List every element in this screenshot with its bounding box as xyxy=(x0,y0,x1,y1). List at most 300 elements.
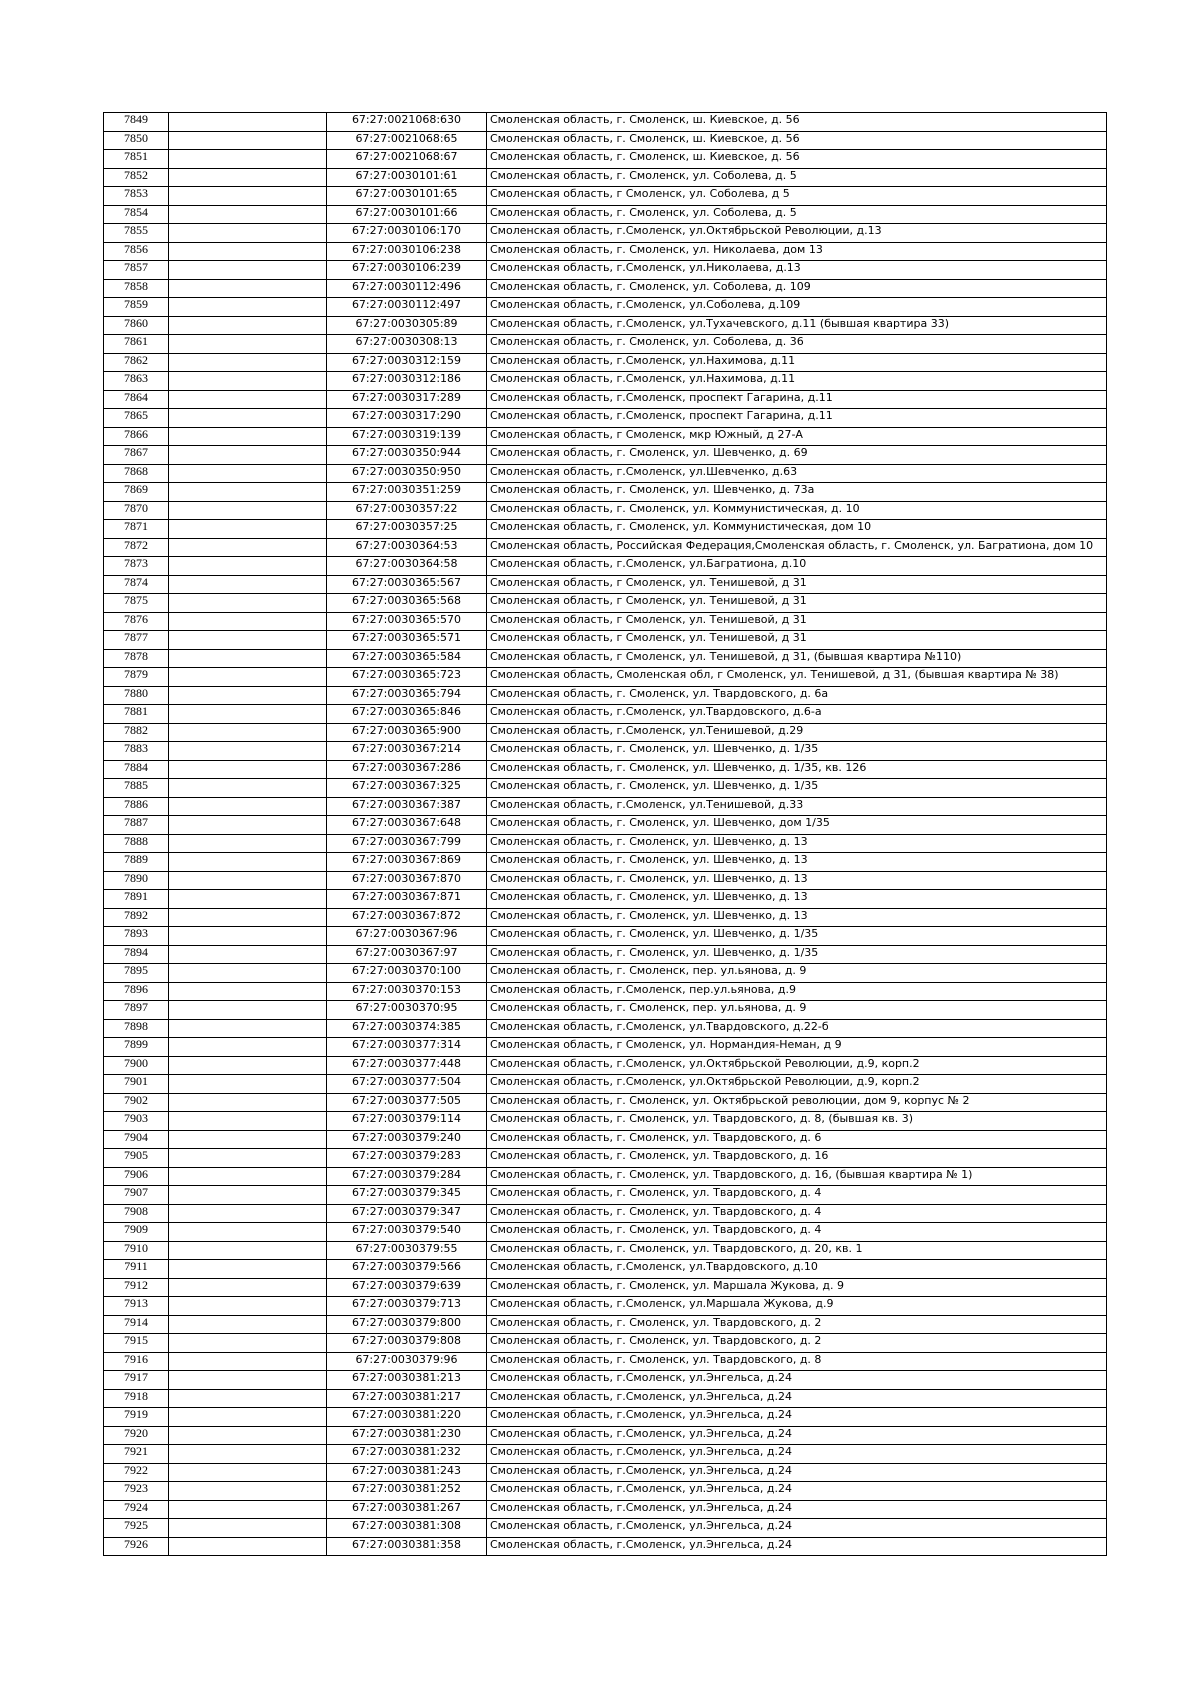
table-row xyxy=(104,945,1107,964)
table-row xyxy=(104,538,1107,557)
empty-cell xyxy=(169,964,327,983)
table-row xyxy=(104,446,1107,465)
empty-cell xyxy=(169,1167,327,1186)
table-row xyxy=(104,409,1107,428)
cadastral-number-cell: 67:27:0030381:243 xyxy=(327,1463,487,1482)
table-row xyxy=(104,1537,1107,1556)
address-cell: Смоленская область, г.Смоленск, ул.Энгельса, д.24 xyxy=(487,1519,1107,1538)
cadastral-number-cell: 67:27:0030381:220 xyxy=(327,1408,487,1427)
empty-cell xyxy=(169,298,327,317)
table-row xyxy=(104,242,1107,261)
row-number-cell: 7917 xyxy=(104,1371,169,1390)
address-cell: Смоленская область, г. Смоленск, ул. Соболева, д. 5 xyxy=(487,205,1107,224)
empty-cell xyxy=(169,853,327,872)
cadastral-number-cell: 67:27:0030381:213 xyxy=(327,1371,487,1390)
address-cell: Смоленская область, г. Смоленск, ул. Твардовского, д. 20, кв. 1 xyxy=(487,1241,1107,1260)
address-cell: Смоленская область, г Смоленск, ул. Тенишевой, д 31 xyxy=(487,575,1107,594)
cadastral-number-cell: 67:27:0030379:55 xyxy=(327,1241,487,1260)
empty-cell xyxy=(169,279,327,298)
address-cell: Смоленская область, г Смоленск, ул. Тенишевой, д 31 xyxy=(487,631,1107,650)
address-cell: Смоленская область, г.Смоленск, ул.Октябрьской Революции, д.9, корп.2 xyxy=(487,1056,1107,1075)
address-cell: Смоленская область, г. Смоленск, пер. ул.ьянова, д. 9 xyxy=(487,1001,1107,1020)
row-number-cell: 7914 xyxy=(104,1315,169,1334)
row-number-cell: 7923 xyxy=(104,1482,169,1501)
empty-cell xyxy=(169,261,327,280)
cadastral-number-cell: 67:27:0030112:497 xyxy=(327,298,487,317)
row-number-cell: 7892 xyxy=(104,908,169,927)
row-number-cell: 7857 xyxy=(104,261,169,280)
row-number-cell: 7883 xyxy=(104,742,169,761)
table-row xyxy=(104,1519,1107,1538)
row-number-cell: 7912 xyxy=(104,1278,169,1297)
cadastral-number-cell: 67:27:0030357:25 xyxy=(327,520,487,539)
row-number-cell: 7872 xyxy=(104,538,169,557)
cadastral-number-cell: 67:27:0030381:252 xyxy=(327,1482,487,1501)
row-number-cell: 7906 xyxy=(104,1167,169,1186)
cadastral-number-cell: 67:27:0030379:96 xyxy=(327,1352,487,1371)
row-number-cell: 7873 xyxy=(104,557,169,576)
empty-cell xyxy=(169,1093,327,1112)
table-row xyxy=(104,871,1107,890)
empty-cell xyxy=(169,1389,327,1408)
cadastral-number-cell: 67:27:0030379:284 xyxy=(327,1167,487,1186)
address-cell: Смоленская область, г.Смоленск, проспект Гагарина, д.11 xyxy=(487,409,1107,428)
table-row xyxy=(104,335,1107,354)
row-number-cell: 7866 xyxy=(104,427,169,446)
address-cell: Смоленская область, г Смоленск, ул. Тенишевой, д 31 xyxy=(487,612,1107,631)
table-row xyxy=(104,1130,1107,1149)
table-row xyxy=(104,316,1107,335)
table-row xyxy=(104,1426,1107,1445)
table-row xyxy=(104,816,1107,835)
cadastral-number-cell: 67:27:0021068:630 xyxy=(327,113,487,132)
address-cell: Смоленская область, г. Смоленск, ул. Твардовского, д. 6а xyxy=(487,686,1107,705)
cadastral-number-cell: 67:27:0030381:230 xyxy=(327,1426,487,1445)
cadastral-number-cell: 67:27:0030308:13 xyxy=(327,335,487,354)
address-cell: Смоленская область, г. Смоленск, ул. Шевченко, д. 13 xyxy=(487,871,1107,890)
cadastral-number-cell: 67:27:0021068:67 xyxy=(327,150,487,169)
empty-cell xyxy=(169,187,327,206)
address-cell: Смоленская область, г. Смоленск, ул. Твардовского, д. 8, (бывшая кв. 3) xyxy=(487,1112,1107,1131)
row-number-cell: 7871 xyxy=(104,520,169,539)
empty-cell xyxy=(169,834,327,853)
row-number-cell: 7910 xyxy=(104,1241,169,1260)
cadastral-number-cell: 67:27:0030377:504 xyxy=(327,1075,487,1094)
address-cell: Смоленская область, г. Смоленск, ул. Коммунистическая, д. 10 xyxy=(487,501,1107,520)
cadastral-number-cell: 67:27:0030365:567 xyxy=(327,575,487,594)
cadastral-number-cell: 67:27:0030377:505 xyxy=(327,1093,487,1112)
address-cell: Смоленская область, г. Смоленск, ул. Твардовского, д. 8 xyxy=(487,1352,1107,1371)
empty-cell xyxy=(169,224,327,243)
row-number-cell: 7913 xyxy=(104,1297,169,1316)
empty-cell xyxy=(169,1019,327,1038)
address-cell: Смоленская область, г. Смоленск, ул. Твардовского, д. 4 xyxy=(487,1186,1107,1205)
table-row xyxy=(104,1019,1107,1038)
address-cell: Смоленская область, г. Смоленск, ул. Соболева, д. 5 xyxy=(487,168,1107,187)
address-cell: Смоленская область, г Смоленск, ул. Соболева, д 5 xyxy=(487,187,1107,206)
cadastral-number-cell: 67:27:0030365:568 xyxy=(327,594,487,613)
empty-cell xyxy=(169,1352,327,1371)
table-row xyxy=(104,834,1107,853)
row-number-cell: 7887 xyxy=(104,816,169,835)
row-number-cell: 7863 xyxy=(104,372,169,391)
address-cell: Смоленская область, г. Смоленск, ул. Шевченко, д. 1/35 xyxy=(487,779,1107,798)
empty-cell xyxy=(169,1500,327,1519)
cadastral-number-cell: 67:27:0030381:308 xyxy=(327,1519,487,1538)
empty-cell xyxy=(169,557,327,576)
row-number-cell: 7891 xyxy=(104,890,169,909)
cadastral-number-cell: 67:27:0030106:239 xyxy=(327,261,487,280)
cadastral-number-cell: 67:27:0030379:800 xyxy=(327,1315,487,1334)
row-number-cell: 7850 xyxy=(104,131,169,150)
empty-cell xyxy=(169,446,327,465)
cadastral-number-cell: 67:27:0030379:345 xyxy=(327,1186,487,1205)
row-number-cell: 7903 xyxy=(104,1112,169,1131)
address-cell: Смоленская область, г.Смоленск, пер.ул.ьянова, д.9 xyxy=(487,982,1107,1001)
address-cell: Смоленская область, г. Смоленск, ул. Маршала Жукова, д. 9 xyxy=(487,1278,1107,1297)
row-number-cell: 7907 xyxy=(104,1186,169,1205)
empty-cell xyxy=(169,1130,327,1149)
empty-cell xyxy=(169,1537,327,1556)
row-number-cell: 7861 xyxy=(104,335,169,354)
cadastral-number-cell: 67:27:0030312:186 xyxy=(327,372,487,391)
address-cell: Смоленская область, г.Смоленск, ул.Нахимова, д.11 xyxy=(487,353,1107,372)
empty-cell xyxy=(169,1463,327,1482)
cadastral-number-cell: 67:27:0030379:114 xyxy=(327,1112,487,1131)
row-number-cell: 7886 xyxy=(104,797,169,816)
address-cell: Смоленская область, г. Смоленск, ул. Шевченко, д. 1/35 xyxy=(487,945,1107,964)
row-number-cell: 7854 xyxy=(104,205,169,224)
cadastral-number-cell: 67:27:0021068:65 xyxy=(327,131,487,150)
empty-cell xyxy=(169,1297,327,1316)
empty-cell xyxy=(169,742,327,761)
address-cell: Смоленская область, г. Смоленск, ул. Твардовского, д. 2 xyxy=(487,1315,1107,1334)
table-row xyxy=(104,982,1107,1001)
address-cell: Смоленская область, г. Смоленск, ул. Шевченко, д. 1/35, кв. 126 xyxy=(487,760,1107,779)
empty-cell xyxy=(169,1519,327,1538)
address-cell: Смоленская область, г Смоленск, ул. Нормандия-Неман, д 9 xyxy=(487,1038,1107,1057)
address-cell: Смоленская область, г Смоленск, ул. Тенишевой, д 31, (бывшая квартира №110) xyxy=(487,649,1107,668)
table-row xyxy=(104,705,1107,724)
table-row xyxy=(104,1260,1107,1279)
cadastral-number-cell: 67:27:0030367:871 xyxy=(327,890,487,909)
table-row xyxy=(104,1297,1107,1316)
cadastral-number-cell: 67:27:0030357:22 xyxy=(327,501,487,520)
row-number-cell: 7890 xyxy=(104,871,169,890)
table-row xyxy=(104,1167,1107,1186)
row-number-cell: 7918 xyxy=(104,1389,169,1408)
row-number-cell: 7900 xyxy=(104,1056,169,1075)
empty-cell xyxy=(169,520,327,539)
table-body xyxy=(104,113,1107,1556)
address-cell: Смоленская область, г.Смоленск, ул.Твардовского, д.6-а xyxy=(487,705,1107,724)
cadastral-number-cell: 67:27:0030379:283 xyxy=(327,1149,487,1168)
address-cell: Смоленская область, г. Смоленск, ул. Твардовского, д. 16, (бывшая квартира № 1) xyxy=(487,1167,1107,1186)
cadastral-number-cell: 67:27:0030379:347 xyxy=(327,1204,487,1223)
table-row xyxy=(104,1149,1107,1168)
address-cell: Смоленская область, г. Смоленск, ул. Твардовского, д. 16 xyxy=(487,1149,1107,1168)
empty-cell xyxy=(169,501,327,520)
table-row xyxy=(104,464,1107,483)
empty-cell xyxy=(169,1315,327,1334)
table-row xyxy=(104,686,1107,705)
table-row xyxy=(104,1112,1107,1131)
table-row xyxy=(104,1482,1107,1501)
cadastral-number-cell: 67:27:0030370:95 xyxy=(327,1001,487,1020)
address-cell: Смоленская область, г.Смоленск, ул.Нахимова, д.11 xyxy=(487,372,1107,391)
row-number-cell: 7909 xyxy=(104,1223,169,1242)
row-number-cell: 7895 xyxy=(104,964,169,983)
table-row xyxy=(104,612,1107,631)
table-row xyxy=(104,113,1107,132)
empty-cell xyxy=(169,668,327,687)
empty-cell xyxy=(169,483,327,502)
cadastral-number-cell: 67:27:0030367:870 xyxy=(327,871,487,890)
cadastral-number-cell: 67:27:0030370:153 xyxy=(327,982,487,1001)
cadastral-number-cell: 67:27:0030367:648 xyxy=(327,816,487,835)
cadastral-number-cell: 67:27:0030367:872 xyxy=(327,908,487,927)
table-row xyxy=(104,1075,1107,1094)
property-table xyxy=(103,112,1107,1556)
address-cell: Смоленская область, г. Смоленск, ул. Соболева, д. 36 xyxy=(487,335,1107,354)
empty-cell xyxy=(169,797,327,816)
table-row xyxy=(104,520,1107,539)
cadastral-number-cell: 67:27:0030106:238 xyxy=(327,242,487,261)
empty-cell xyxy=(169,242,327,261)
row-number-cell: 7852 xyxy=(104,168,169,187)
row-number-cell: 7894 xyxy=(104,945,169,964)
cadastral-number-cell: 67:27:0030101:66 xyxy=(327,205,487,224)
empty-cell xyxy=(169,131,327,150)
cadastral-number-cell: 67:27:0030364:53 xyxy=(327,538,487,557)
row-number-cell: 7853 xyxy=(104,187,169,206)
address-cell: Смоленская область, г.Смоленск, ул.Энгельса, д.24 xyxy=(487,1389,1107,1408)
table-row xyxy=(104,1334,1107,1353)
address-cell: Смоленская область, г.Смоленск, ул.Твардовского, д.22-б xyxy=(487,1019,1107,1038)
table-row xyxy=(104,908,1107,927)
row-number-cell: 7876 xyxy=(104,612,169,631)
table-row xyxy=(104,1241,1107,1260)
cadastral-number-cell: 67:27:0030312:159 xyxy=(327,353,487,372)
cadastral-number-cell: 67:27:0030367:97 xyxy=(327,945,487,964)
address-cell: Смоленская область, г.Смоленск, ул.Энгельса, д.24 xyxy=(487,1426,1107,1445)
empty-cell xyxy=(169,705,327,724)
row-number-cell: 7905 xyxy=(104,1149,169,1168)
row-number-cell: 7926 xyxy=(104,1537,169,1556)
cadastral-number-cell: 67:27:0030381:217 xyxy=(327,1389,487,1408)
table-row xyxy=(104,1186,1107,1205)
empty-cell xyxy=(169,890,327,909)
empty-cell xyxy=(169,1371,327,1390)
cadastral-number-cell: 67:27:0030367:799 xyxy=(327,834,487,853)
row-number-cell: 7881 xyxy=(104,705,169,724)
cadastral-number-cell: 67:27:0030367:869 xyxy=(327,853,487,872)
table-row xyxy=(104,261,1107,280)
empty-cell xyxy=(169,1186,327,1205)
address-cell: Смоленская область, г. Смоленск, ул. Шевченко, д. 13 xyxy=(487,890,1107,909)
address-cell: Смоленская область, г. Смоленск, ул. Шевченко, дом 1/35 xyxy=(487,816,1107,835)
table-row xyxy=(104,1204,1107,1223)
cadastral-number-cell: 67:27:0030381:232 xyxy=(327,1445,487,1464)
row-number-cell: 7856 xyxy=(104,242,169,261)
address-cell: Смоленская область, г. Смоленск, ул. Твардовского, д. 4 xyxy=(487,1223,1107,1242)
address-cell: Смоленская область, г. Смоленск, ш. Киевское, д. 56 xyxy=(487,131,1107,150)
empty-cell xyxy=(169,390,327,409)
empty-cell xyxy=(169,1278,327,1297)
address-cell: Смоленская область, г. Смоленск, ул. Коммунистическая, дом 10 xyxy=(487,520,1107,539)
address-cell: Смоленская область, г. Смоленск, ул. Шевченко, д. 1/35 xyxy=(487,742,1107,761)
address-cell: Смоленская область, г.Смоленск, ул.Шевченко, д.63 xyxy=(487,464,1107,483)
empty-cell xyxy=(169,908,327,927)
address-cell: Смоленская область, г.Смоленск, ул.Энгельса, д.24 xyxy=(487,1463,1107,1482)
cadastral-number-cell: 67:27:0030351:259 xyxy=(327,483,487,502)
address-cell: Смоленская область, г. Смоленск, ул. Шевченко, д. 69 xyxy=(487,446,1107,465)
table-row xyxy=(104,168,1107,187)
row-number-cell: 7919 xyxy=(104,1408,169,1427)
cadastral-number-cell: 67:27:0030379:713 xyxy=(327,1297,487,1316)
row-number-cell: 7908 xyxy=(104,1204,169,1223)
address-cell: Смоленская область, г.Смоленск, проспект Гагарина, д.11 xyxy=(487,390,1107,409)
cadastral-number-cell: 67:27:0030305:89 xyxy=(327,316,487,335)
cadastral-number-cell: 67:27:0030367:214 xyxy=(327,742,487,761)
cadastral-number-cell: 67:27:0030365:846 xyxy=(327,705,487,724)
cadastral-number-cell: 67:27:0030370:100 xyxy=(327,964,487,983)
empty-cell xyxy=(169,612,327,631)
cadastral-number-cell: 67:27:0030365:584 xyxy=(327,649,487,668)
address-cell: Смоленская область, Российская Федерация,Смоленская область, г. Смоленск, ул. Багратиона, дом 10 xyxy=(487,538,1107,557)
empty-cell xyxy=(169,816,327,835)
address-cell: Смоленская область, г.Смоленск, ул.Тухачевского, д.11 (бывшая квартира 33) xyxy=(487,316,1107,335)
empty-cell xyxy=(169,594,327,613)
table-row xyxy=(104,298,1107,317)
row-number-cell: 7916 xyxy=(104,1352,169,1371)
empty-cell xyxy=(169,427,327,446)
cadastral-number-cell: 67:27:0030106:170 xyxy=(327,224,487,243)
address-cell: Смоленская область, г.Смоленск, ул.Октябрьской Революции, д.13 xyxy=(487,224,1107,243)
address-cell: Смоленская область, г. Смоленск, ул. Шевченко, д. 73а xyxy=(487,483,1107,502)
row-number-cell: 7870 xyxy=(104,501,169,520)
empty-cell xyxy=(169,1149,327,1168)
address-cell: Смоленская область, г.Смоленск, ул.Тенишевой, д.29 xyxy=(487,723,1107,742)
empty-cell xyxy=(169,372,327,391)
empty-cell xyxy=(169,631,327,650)
table-row xyxy=(104,594,1107,613)
table-row xyxy=(104,1093,1107,1112)
empty-cell xyxy=(169,1482,327,1501)
table-row xyxy=(104,649,1107,668)
cadastral-number-cell: 67:27:0030112:496 xyxy=(327,279,487,298)
empty-cell xyxy=(169,205,327,224)
row-number-cell: 7874 xyxy=(104,575,169,594)
empty-cell xyxy=(169,982,327,1001)
address-cell: Смоленская область, г. Смоленск, ш. Киевское, д. 56 xyxy=(487,150,1107,169)
address-cell: Смоленская область, г.Смоленск, ул.Энгельса, д.24 xyxy=(487,1408,1107,1427)
cadastral-number-cell: 67:27:0030374:385 xyxy=(327,1019,487,1038)
table-row xyxy=(104,668,1107,687)
address-cell: Смоленская область, г. Смоленск, ул. Соболева, д. 109 xyxy=(487,279,1107,298)
table-row xyxy=(104,353,1107,372)
cadastral-number-cell: 67:27:0030365:794 xyxy=(327,686,487,705)
table-row xyxy=(104,224,1107,243)
table-row xyxy=(104,501,1107,520)
empty-cell xyxy=(169,168,327,187)
address-cell: Смоленская область, г. Смоленск, ул. Шевченко, д. 13 xyxy=(487,908,1107,927)
table-row xyxy=(104,372,1107,391)
cadastral-number-cell: 67:27:0030379:240 xyxy=(327,1130,487,1149)
empty-cell xyxy=(169,353,327,372)
address-cell: Смоленская область, г.Смоленск, ул.Николаева, д.13 xyxy=(487,261,1107,280)
row-number-cell: 7884 xyxy=(104,760,169,779)
table-row xyxy=(104,1278,1107,1297)
table-row xyxy=(104,1001,1107,1020)
cadastral-number-cell: 67:27:0030367:325 xyxy=(327,779,487,798)
row-number-cell: 7867 xyxy=(104,446,169,465)
table-row xyxy=(104,927,1107,946)
row-number-cell: 7915 xyxy=(104,1334,169,1353)
cadastral-number-cell: 67:27:0030364:58 xyxy=(327,557,487,576)
table-row xyxy=(104,964,1107,983)
address-cell: Смоленская область, г.Смоленск, ул.Энгельса, д.24 xyxy=(487,1500,1107,1519)
table-row xyxy=(104,427,1107,446)
cadastral-number-cell: 67:27:0030350:944 xyxy=(327,446,487,465)
cadastral-number-cell: 67:27:0030377:448 xyxy=(327,1056,487,1075)
row-number-cell: 7877 xyxy=(104,631,169,650)
row-number-cell: 7882 xyxy=(104,723,169,742)
address-cell: Смоленская область, г.Смоленск, ул.Тенишевой, д.33 xyxy=(487,797,1107,816)
cadastral-number-cell: 67:27:0030379:808 xyxy=(327,1334,487,1353)
table-row xyxy=(104,853,1107,872)
cadastral-number-cell: 67:27:0030379:540 xyxy=(327,1223,487,1242)
cadastral-number-cell: 67:27:0030367:96 xyxy=(327,927,487,946)
table-row xyxy=(104,1056,1107,1075)
row-number-cell: 7868 xyxy=(104,464,169,483)
empty-cell xyxy=(169,686,327,705)
cadastral-number-cell: 67:27:0030381:267 xyxy=(327,1500,487,1519)
row-number-cell: 7858 xyxy=(104,279,169,298)
table-row xyxy=(104,1315,1107,1334)
cadastral-number-cell: 67:27:0030379:566 xyxy=(327,1260,487,1279)
row-number-cell: 7911 xyxy=(104,1260,169,1279)
address-cell: Смоленская область, г.Смоленск, ул.Октябрьской Революции, д.9, корп.2 xyxy=(487,1075,1107,1094)
table-row xyxy=(104,742,1107,761)
table-row xyxy=(104,1500,1107,1519)
cadastral-number-cell: 67:27:0030381:358 xyxy=(327,1537,487,1556)
address-cell: Смоленская область, г. Смоленск, ш. Киевское, д. 56 xyxy=(487,113,1107,132)
empty-cell xyxy=(169,575,327,594)
empty-cell xyxy=(169,1260,327,1279)
address-cell: Смоленская область, г.Смоленск, ул.Твардовского, д.10 xyxy=(487,1260,1107,1279)
cadastral-number-cell: 67:27:0030365:723 xyxy=(327,668,487,687)
row-number-cell: 7902 xyxy=(104,1093,169,1112)
row-number-cell: 7904 xyxy=(104,1130,169,1149)
table-row xyxy=(104,1463,1107,1482)
empty-cell xyxy=(169,316,327,335)
empty-cell xyxy=(169,779,327,798)
table-row xyxy=(104,483,1107,502)
cadastral-number-cell: 67:27:0030367:286 xyxy=(327,760,487,779)
empty-cell xyxy=(169,538,327,557)
empty-cell xyxy=(169,113,327,132)
address-cell: Смоленская область, г.Смоленск, ул.Энгельса, д.24 xyxy=(487,1482,1107,1501)
table-row xyxy=(104,797,1107,816)
address-cell: Смоленская область, г.Смоленск, ул.Энгельса, д.24 xyxy=(487,1445,1107,1464)
table-row xyxy=(104,1038,1107,1057)
row-number-cell: 7897 xyxy=(104,1001,169,1020)
empty-cell xyxy=(169,1408,327,1427)
empty-cell xyxy=(169,464,327,483)
cadastral-number-cell: 67:27:0030101:65 xyxy=(327,187,487,206)
row-number-cell: 7869 xyxy=(104,483,169,502)
